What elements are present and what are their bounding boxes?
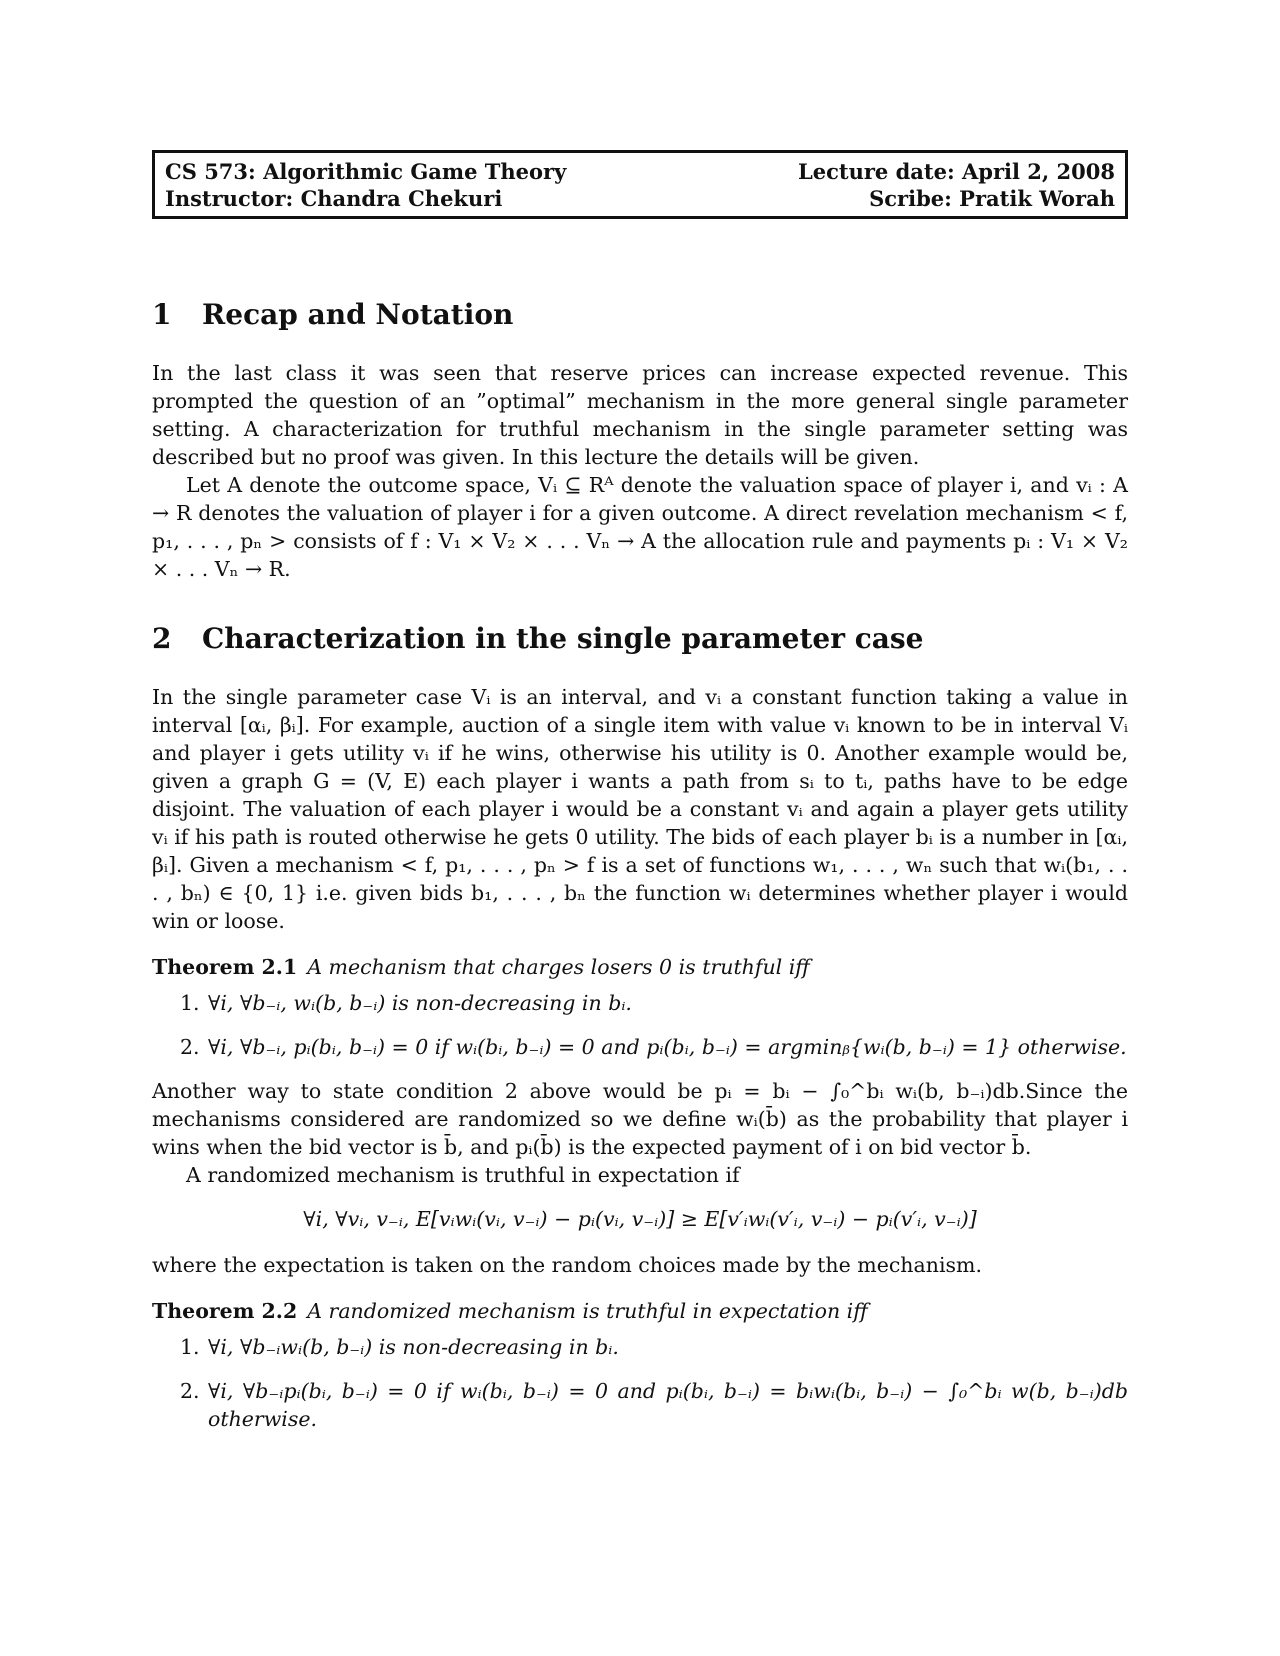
theorem-conditions [152,1333,1128,1433]
section-heading-1 [152,297,1128,333]
theorem-2-1 [152,953,1128,981]
lecture-date: Lecture date: April 2, 2008 [797,159,1115,184]
item-number: 2. [180,1035,200,1059]
item-text: ∀i, ∀b₋ᵢwᵢ(b, b₋ᵢ) is non-decreasing in bᵢ. [208,1335,619,1359]
item-text: ∀i, ∀b₋ᵢpᵢ(bᵢ, b₋ᵢ) = 0 if wᵢ(bᵢ, b₋ᵢ) = 0 and pᵢ(bᵢ, b₋ᵢ) = bᵢwᵢ(bᵢ, b₋ᵢ) − ∫₀^bᵢ w(b, b₋ᵢ)db otherwise. [208,1379,1128,1431]
header-left [165,158,566,212]
theorem-label: Theorem 2.1 [152,955,298,979]
item-number: 1. [180,1335,200,1359]
course-title: CS 573: Algorithmic Game Theory [165,159,567,184]
paragraph: where the expectation is taken on the random choices made by the mechanism. [152,1253,982,1277]
item-text: ∀i, ∀b₋ᵢ, pᵢ(bᵢ, b₋ᵢ) = 0 if wᵢ(bᵢ, b₋ᵢ) = 0 and pᵢ(bᵢ, b₋ᵢ) = argminᵦ{wᵢ(b, b₋ᵢ) = 1} otherwise. [208,1035,1127,1059]
theorem-statement: A randomized mechanism is truthful in expectation iff [307,1299,868,1323]
paragraph: A randomized mechanism is truthful in expectation if [186,1163,740,1187]
paragraph: Another way to state condition 2 above would be pᵢ = bᵢ − ∫₀^bᵢ wᵢ(b, b₋ᵢ)db.Since the mechanisms considered are randomized so we define wᵢ(b̄) as the probability that player i wins when the bid vector is b̄, and pᵢ(b̄) is the expected payment of i on bid vector b̄. [152,1079,1128,1159]
section-heading-2 [152,621,1128,657]
list-item [152,1333,1128,1361]
theorem-2-2 [152,1297,1128,1325]
theorem-label: Theorem 2.2 [152,1299,298,1323]
paragraph: Let A denote the outcome space, Vᵢ ⊆ Rᴬ denote the valuation space of player i, and vᵢ : A → R denotes the valuation of player i for a given outcome. A direct revelation mechanism < f, p₁, . . . , pₙ > consists of f : V₁ × V₂ × . . . Vₙ → A the allocation rule and payments pᵢ : V₁ × V₂ × . . . Vₙ → R. [152,473,1128,581]
paragraph: In the last class it was seen that reserve prices can increase expected revenue. This prompted the question of an ”optimal” mechanism in the more general single parameter setting. A characterization for truthful mechanism in the single parameter setting was described but no proof was given. In this lecture the details will be given. [152,361,1128,469]
paper-page [152,150,1128,1449]
list-item [152,989,1128,1017]
instructor-name: Instructor: Chandra Chekuri [165,186,503,211]
display-equation: ∀i, ∀vᵢ, v₋ᵢ, E[vᵢwᵢ(vᵢ, v₋ᵢ) − pᵢ(vᵢ, v₋ᵢ)] ≥ E[v′ᵢwᵢ(v′ᵢ, v₋ᵢ) − pᵢ(v′ᵢ, v₋ᵢ)] [303,1207,977,1231]
item-number: 2. [180,1379,200,1403]
item-text: ∀i, ∀b₋ᵢ, wᵢ(b, b₋ᵢ) is non-decreasing in bᵢ. [208,991,632,1015]
theorem-conditions [152,989,1128,1061]
paragraph: In the single parameter case Vᵢ is an interval, and vᵢ a constant function taking a value in interval [αᵢ, βᵢ]. For example, auction of a single item with value vᵢ known to be in interval Vᵢ and player i gets utility vᵢ if he wins, otherwise his utility is 0. Another example would be, given a graph G = (V, E) each player i wants a path from sᵢ to tᵢ, paths have to be edge disjoint. The valuation of each player i would be a constant vᵢ and again a player gets utility vᵢ if his path is routed otherwise he gets 0 utility. The bids of each player bᵢ is a number in [αᵢ, βᵢ]. Given a mechanism < f, p₁, . . . , pₙ > f is a set of functions w₁, . . . , wₙ such that wᵢ(b₁, . . . , bₙ) ∈ {0, 1} i.e. given bids b₁, . . . , bₙ the function wᵢ determines whether player i would win or loose. [152,685,1128,933]
section-number: 1 [152,298,172,331]
list-item [152,1033,1128,1061]
section-number: 2 [152,622,172,655]
theorem-statement: A mechanism that charges losers 0 is truthful iff [307,955,810,979]
lecture-header-box [152,150,1128,219]
scribe-name: Scribe: Pratik Worah [869,186,1115,211]
section-title: Characterization in the single parameter case [202,622,924,655]
header-right [798,158,1115,212]
section-title: Recap and Notation [202,298,514,331]
list-item [152,1377,1128,1433]
item-number: 1. [180,991,200,1015]
